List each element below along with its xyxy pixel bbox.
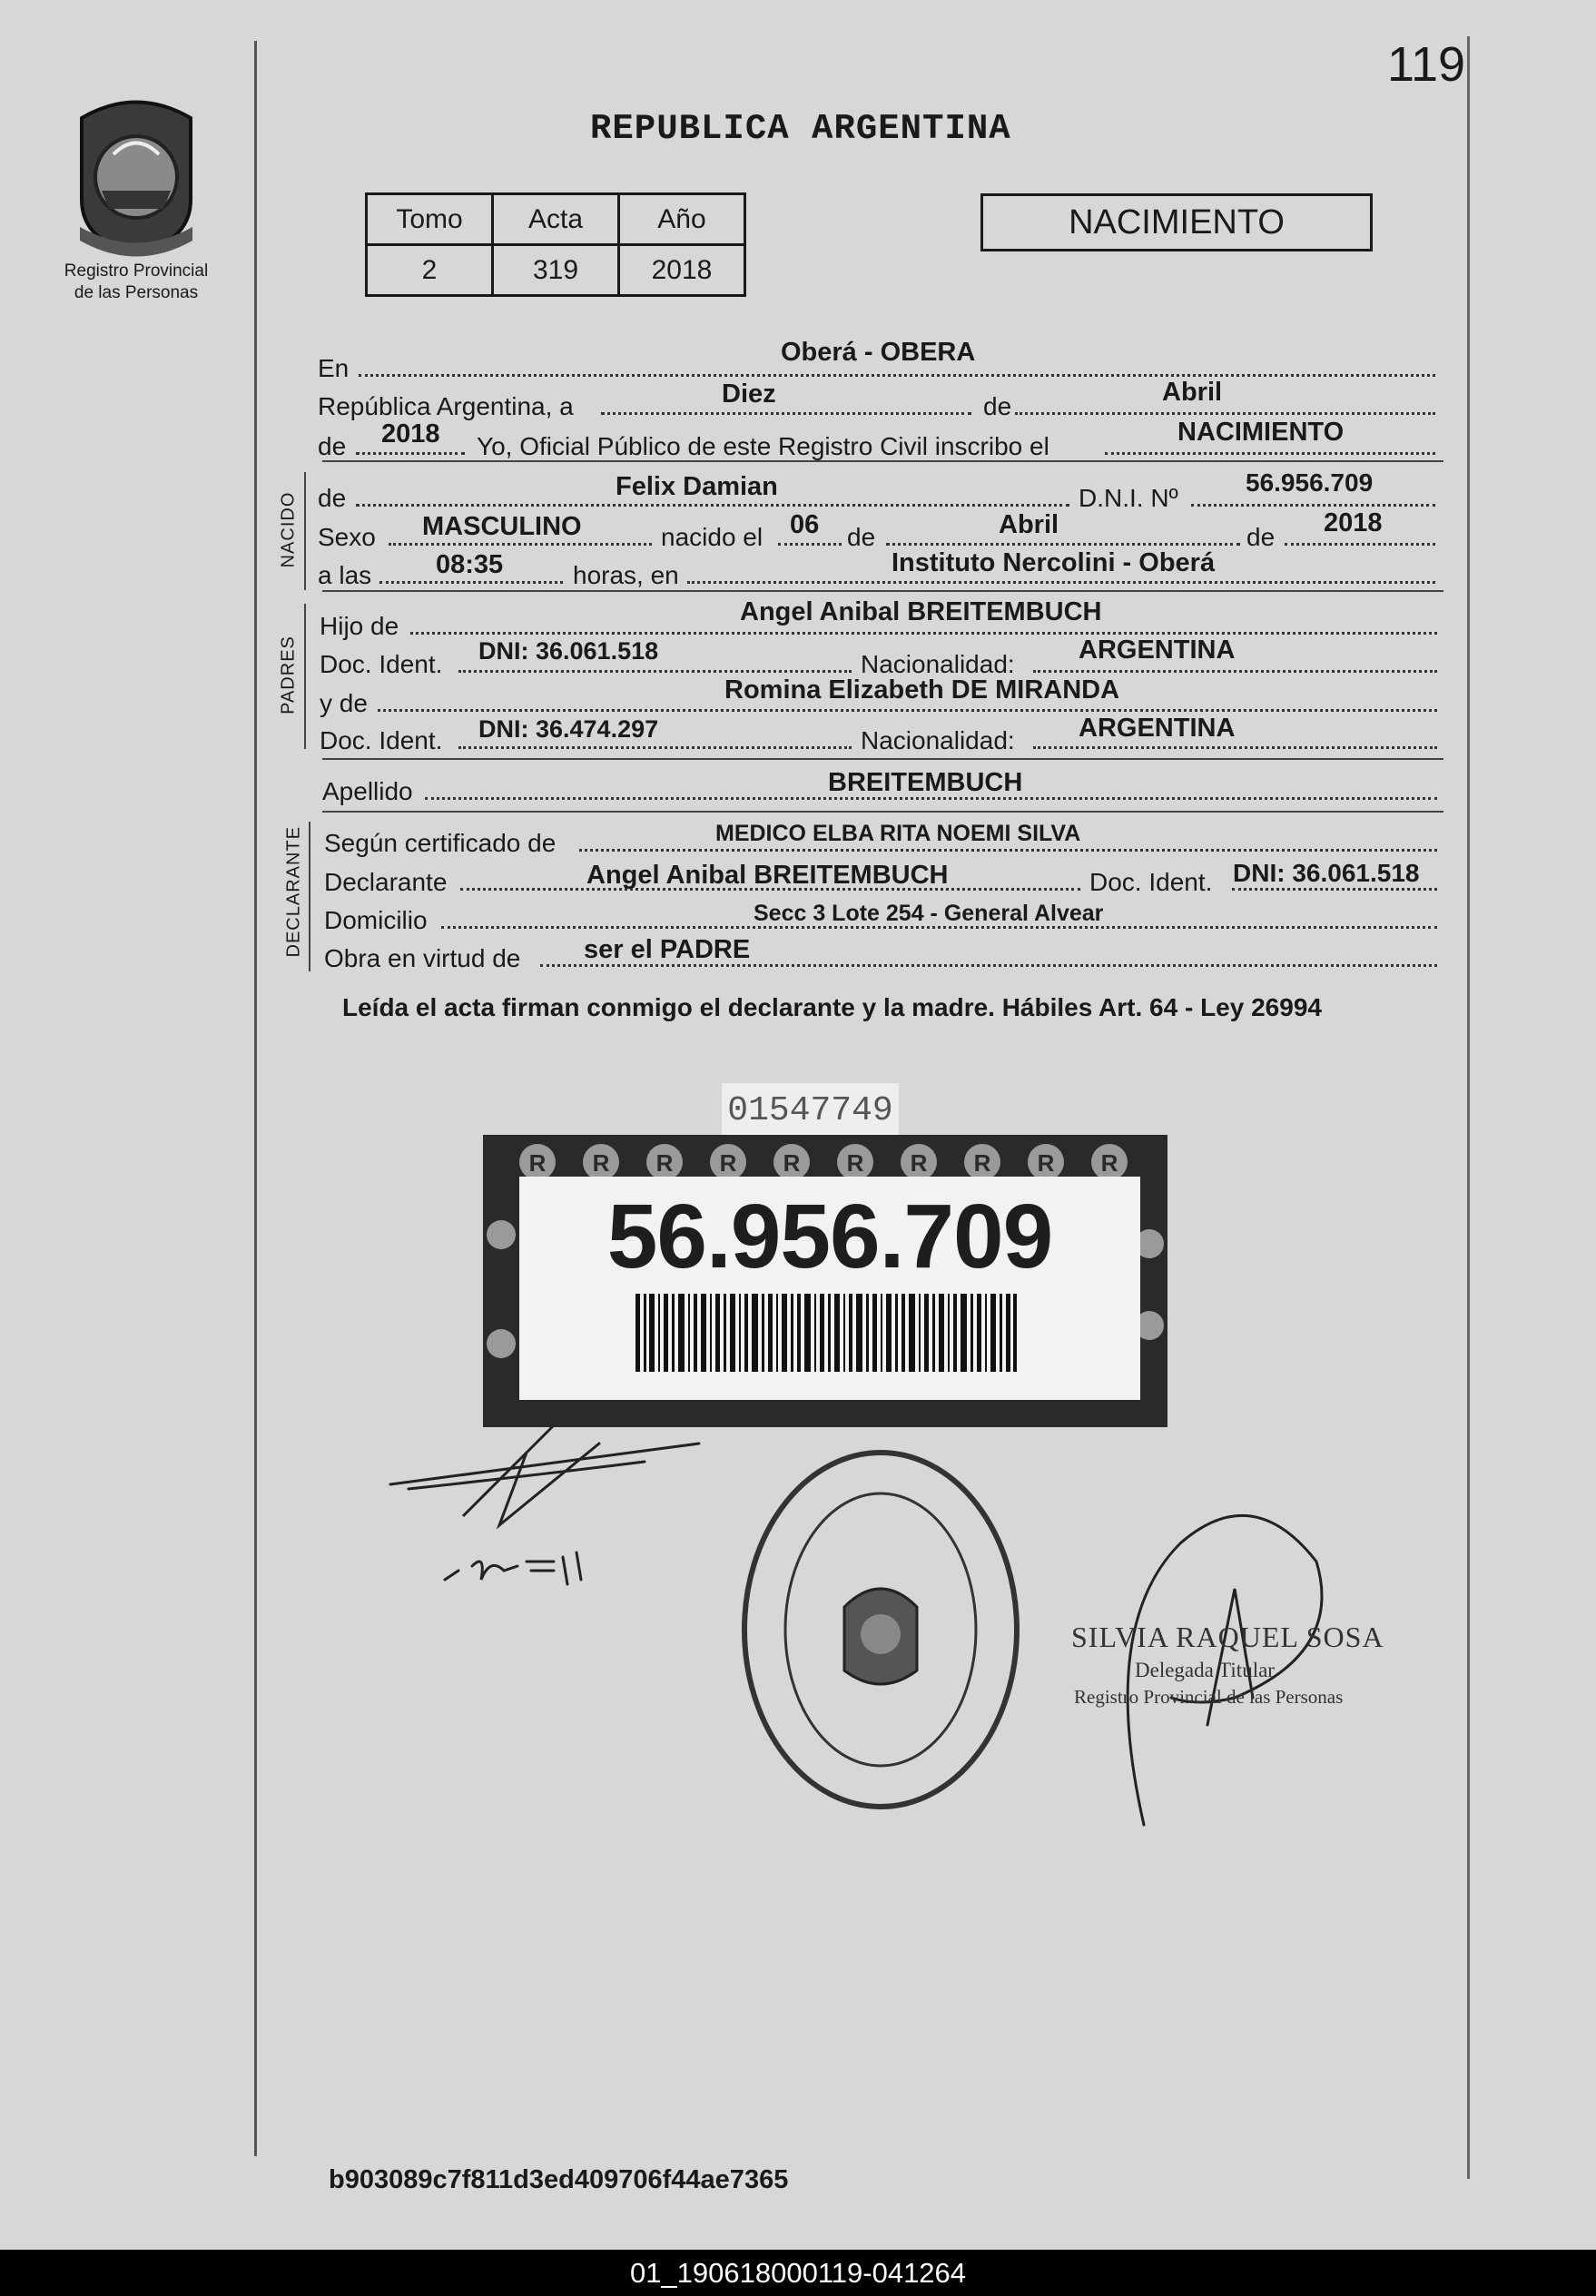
birth-day-value: 06 (790, 510, 820, 539)
child-name-value: Felix Damian (616, 472, 778, 501)
mother-name-value: Romina Elizabeth DE MIRANDA (724, 675, 1120, 705)
event-value: NACIMIENTO (1177, 418, 1345, 447)
svg-text:R: R (783, 1149, 801, 1177)
acta-table (365, 192, 746, 297)
declarante-value: Angel Anibal BREITEMBUCH (586, 861, 949, 890)
province-seal-icon (64, 91, 209, 263)
official-office: Registro Provincial de las Personas (1074, 1686, 1344, 1708)
child-dni-value: 56.956.709 (1246, 468, 1374, 497)
de-label: de (983, 392, 1012, 420)
nacido-de-label: de (318, 484, 347, 512)
father-name-value: Angel Anibal BREITEMBUCH (740, 597, 1102, 626)
obra-label: Obra en virtud de (324, 944, 521, 972)
official-name: SILVIA RAQUEL SOSA (1071, 1621, 1384, 1653)
doc-ident-label: Doc. Ident. (1089, 868, 1213, 896)
right-margin-rule (1467, 36, 1470, 2179)
svg-text:R: R (719, 1149, 737, 1177)
id-label-number: 56.956.709 (606, 1186, 1053, 1287)
de-label: de (847, 523, 876, 551)
birth-month-value: Abril (999, 510, 1059, 539)
serial-number-tag: 01547749 (722, 1083, 899, 1139)
table-header-tomo: Tomo (367, 194, 493, 245)
apellido-value: BREITEMBUCH (828, 768, 1023, 797)
closing-text: Leída el acta firman conmigo el declarante y la madre. Hábiles Art. 64 - Ley 26994 (342, 993, 1322, 1021)
dotted-line (410, 632, 1437, 635)
section-label-declarante: DECLARANTE (283, 826, 304, 958)
official-stamp-icon (726, 1434, 1035, 1825)
section-bracket (304, 472, 306, 590)
doc-ident-label: Doc. Ident. (320, 726, 443, 754)
dni-label: D.N.I. Nº (1079, 484, 1178, 512)
section-separator (322, 590, 1443, 592)
dotted-line (458, 746, 852, 749)
section-separator (322, 811, 1443, 813)
inscribo-label: Yo, Oficial Público de este Registro Civil inscribo el (477, 432, 1049, 460)
dotted-line (1015, 412, 1435, 415)
sexo-value: MASCULINO (422, 512, 582, 541)
dotted-line (356, 452, 465, 455)
y-de-label: y de (320, 689, 368, 717)
event-type-box: NACIMIENTO (980, 193, 1373, 251)
apellido-label: Apellido (322, 777, 413, 805)
sexo-label: Sexo (318, 523, 376, 551)
alas-label: a las (318, 561, 372, 589)
svg-text:R: R (910, 1149, 928, 1177)
document-title: REPUBLICA ARGENTINA (590, 109, 1011, 149)
section-separator (322, 758, 1443, 760)
birth-place-value: Instituto Nercolini - Oberá (892, 548, 1216, 577)
footer-document-id: 01_190618000119-041264 (629, 2257, 967, 2289)
place-value: Oberá - OBERA (781, 338, 976, 367)
section-label-padres: PADRES (278, 636, 299, 714)
svg-text:R: R (846, 1149, 864, 1177)
year-value: 2018 (381, 419, 440, 448)
table-header-ano: Año (619, 194, 745, 245)
doc-ident-label: Doc. Ident. (320, 650, 443, 678)
barcode-icon (635, 1294, 1017, 1372)
dotted-line (687, 581, 1435, 584)
section-label-nacido: NACIDO (278, 491, 299, 568)
domicilio-label: Domicilio (324, 906, 428, 934)
page-number: 119 (1387, 37, 1466, 92)
de-label: de (318, 432, 347, 460)
svg-text:R: R (528, 1149, 547, 1177)
dotted-line (356, 504, 1069, 507)
republica-label: República Argentina, a (318, 392, 574, 420)
birth-year-value: 2018 (1324, 508, 1383, 537)
nacionalidad-label: Nacionalidad: (861, 650, 1015, 678)
svg-text:R: R (592, 1149, 610, 1177)
left-margin-rule (254, 41, 257, 2156)
dotted-line (379, 581, 563, 584)
domicilio-value: Secc 3 Lote 254 - General Alvear (754, 901, 1104, 926)
table-cell-acta: 319 (493, 245, 619, 296)
dotted-line (1105, 452, 1435, 455)
obra-value: ser el PADRE (584, 935, 751, 964)
father-nac-value: ARGENTINA (1079, 636, 1236, 665)
horas-label: horas, en (573, 561, 679, 589)
official-role: Delegada Titular (1135, 1659, 1275, 1681)
dotted-line (778, 543, 842, 546)
mother-nac-value: ARGENTINA (1079, 714, 1236, 743)
svg-text:R: R (655, 1149, 674, 1177)
dotted-line (1191, 504, 1435, 507)
svg-text:R: R (973, 1149, 991, 1177)
section-bracket (304, 604, 306, 749)
segun-certificado-label: Según certificado de (324, 829, 557, 857)
cert-value: MEDICO ELBA RITA NOEMI SILVA (715, 821, 1081, 846)
day-value: Diez (722, 379, 776, 409)
svg-text:R: R (1037, 1149, 1055, 1177)
mother-doc-value: DNI: 36.474.297 (478, 715, 659, 743)
father-doc-value: DNI: 36.061.518 (478, 637, 659, 665)
dotted-line (579, 849, 1437, 852)
dotted-line (886, 543, 1240, 546)
dotted-line (458, 670, 852, 673)
dotted-line (378, 709, 1437, 712)
month-value: Abril (1162, 378, 1223, 407)
declarante-label: Declarante (324, 868, 448, 896)
section-separator (322, 460, 1443, 462)
en-label: En (318, 354, 350, 382)
dotted-line (1033, 746, 1437, 749)
section-bracket (309, 822, 310, 971)
svg-text:R: R (1100, 1149, 1118, 1177)
de-label: de (1246, 523, 1276, 551)
dotted-line (1033, 670, 1437, 673)
declarant-signature-icon (372, 1398, 717, 1607)
dotted-line (601, 412, 971, 415)
nacionalidad-label: Nacionalidad: (861, 726, 1015, 754)
table-cell-tomo: 2 (367, 245, 493, 296)
hash-code: b903089c7f811d3ed409706f44ae7365 (329, 2165, 789, 2194)
dotted-line (389, 543, 652, 546)
table-cell-ano: 2018 (619, 245, 745, 296)
hijo-label: Hijo de (320, 612, 399, 640)
nacido-el-label: nacido el (661, 523, 764, 551)
dotted-line (1232, 888, 1437, 891)
registry-name: Registro Provincial de las Personas (64, 261, 209, 302)
dotted-line (359, 374, 1435, 377)
birth-time-value: 08:35 (436, 550, 504, 579)
dotted-line (1285, 543, 1435, 546)
table-header-acta: Acta (493, 194, 619, 245)
declarante-doc-value: DNI: 36.061.518 (1233, 859, 1420, 887)
